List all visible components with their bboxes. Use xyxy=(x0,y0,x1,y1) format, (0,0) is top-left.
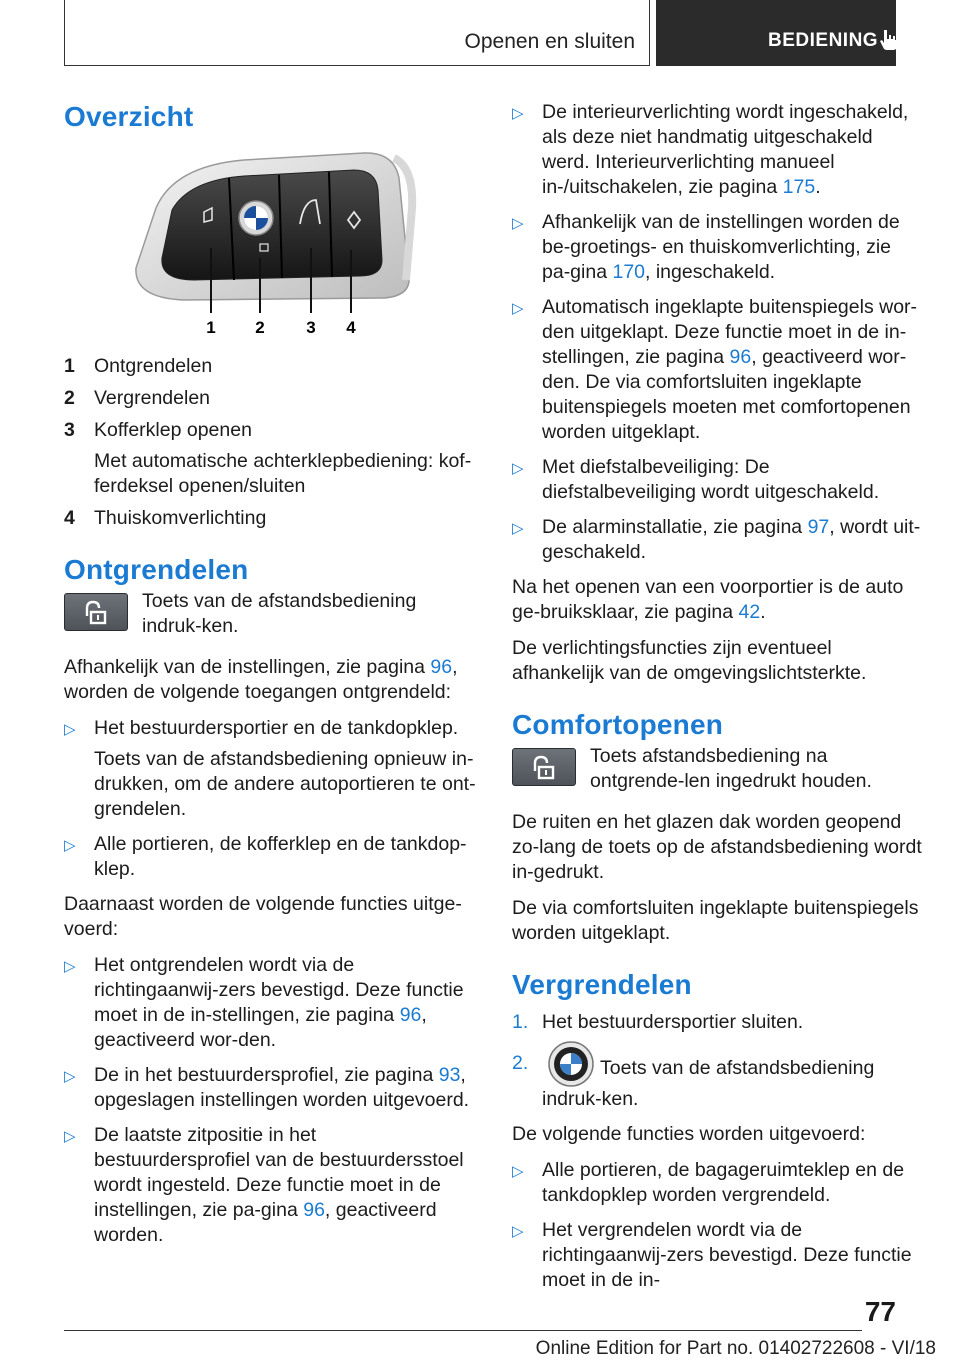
unlock-key-icon xyxy=(512,748,576,786)
list-item xyxy=(64,832,476,882)
page-link[interactable]: 170 xyxy=(612,261,646,283)
comfort-heading: Comfortopenen xyxy=(512,709,724,740)
list-item-text: , wordt uit-geschakeld. xyxy=(542,516,921,563)
list-item-text: , ingeschakeld. xyxy=(645,261,776,283)
list-item xyxy=(512,1158,924,1208)
lock-heading: Vergrendelen xyxy=(512,969,692,1000)
paragraph-text: . xyxy=(760,601,766,623)
right-paragraph-2: De verlichtingsfuncties zijn eventueel afhankelijk van de omgevingslichtsterkte. xyxy=(512,637,867,684)
paragraph-text: Afhankelijk van de instellingen, zie pagina xyxy=(64,656,431,678)
legend-number: 3 xyxy=(64,419,75,441)
list-item xyxy=(64,1123,476,1248)
list-item-text: Afhankelijk van de instellingen worden de be-groetings- en thuiskomverlichting, zie pa-gina xyxy=(542,211,900,283)
triangle-right-icon: ▷ xyxy=(64,958,76,975)
right-paragraph-1 xyxy=(512,575,924,625)
triangle-right-icon: ▷ xyxy=(512,1163,524,1180)
triangle-right-icon: ▷ xyxy=(64,1128,76,1145)
step-text: Toets van de afstandsbediening indruk-ken. xyxy=(542,1057,875,1110)
list-item-text: Met diefstalbeveiliging: De diefstalbeveiliging wordt uitgeschakeld. xyxy=(542,456,880,503)
hand-pointer-icon xyxy=(878,28,900,52)
triangle-right-icon: ▷ xyxy=(512,215,524,232)
footer-edition: Online Edition for Part no. 01402722608 - VI/18 xyxy=(535,1338,936,1359)
list-item xyxy=(512,1218,924,1293)
list-item xyxy=(64,716,476,822)
list-item-text: Alle portieren, de bagageruimteklep en de tankdopklep worden vergrendeld. xyxy=(542,1159,905,1206)
legend-text: Vergrendelen xyxy=(94,387,211,409)
step-item xyxy=(512,1010,924,1035)
key-fob-figure xyxy=(64,148,476,338)
paragraph-text: Na het openen van een voorportier is de auto ge-bruiksklaar, zie pagina xyxy=(512,576,904,623)
bmw-roundel-icon xyxy=(548,1041,594,1087)
list-item-text: . xyxy=(815,176,821,198)
legend-text: Thuiskomverlichting xyxy=(94,507,267,529)
list-item-text: Automatisch ingeklapte buitenspiegels wor-den uitgeklapt. Deze functie moet in de in-stellingen, zie pagina xyxy=(542,296,918,368)
list-item-text: Het bestuurdersportier en de tankdopklep. xyxy=(94,717,459,739)
comfort-key-text: Toets afstandsbediening na ontgrende-len ingedrukt houden. xyxy=(590,745,872,792)
unlock-key-row xyxy=(64,589,476,639)
triangle-right-icon: ▷ xyxy=(512,1223,524,1240)
overview-heading: Overzicht xyxy=(64,101,194,132)
step-number: 1. xyxy=(512,1011,529,1033)
legend-number: 1 xyxy=(64,355,75,377)
figure-callout-4: 4 xyxy=(346,318,356,337)
legend-number: 4 xyxy=(64,507,75,529)
triangle-right-icon: ▷ xyxy=(64,837,76,854)
page-link[interactable]: 175 xyxy=(782,176,816,198)
left-column xyxy=(64,100,476,1258)
page-link[interactable]: 93 xyxy=(438,1064,461,1086)
triangle-right-icon: ▷ xyxy=(512,105,524,122)
step-text: Het bestuurdersportier sluiten. xyxy=(542,1011,804,1033)
list-item xyxy=(512,515,924,565)
header-section-title: Openen en sluiten xyxy=(464,30,635,53)
page-link[interactable]: 96 xyxy=(303,1199,325,1221)
footer-divider xyxy=(64,1330,862,1331)
right-column xyxy=(512,100,924,1303)
list-item-text: De interieurverlichting wordt ingeschakeld, als deze niet handmatig uitgeschakeld werd. Interieurverlichting manueel in-/uitschakelen, zie pagina xyxy=(542,101,909,198)
page-link[interactable]: 96 xyxy=(399,1004,422,1026)
legend-subtext: Met automatische achterklepbediening: kof-ferdeksel openen/sluiten xyxy=(94,450,472,497)
list-item-text: , geactiveerd wor-den. xyxy=(94,1004,427,1051)
page-link[interactable]: 96 xyxy=(430,656,453,678)
triangle-right-icon: ▷ xyxy=(64,721,76,738)
page-number: 77 xyxy=(864,1296,896,1327)
list-item xyxy=(512,455,924,505)
comfort-paragraph-2: De via comfortsluiten ingeklapte buitenspiegels worden uitgeklapt. xyxy=(512,897,919,944)
list-item xyxy=(512,100,924,200)
list-item xyxy=(64,953,476,1053)
legend-text: Ontgrendelen xyxy=(94,355,213,377)
list-item-text: Alle portieren, de kofferklep en de tankdop-klep. xyxy=(94,833,467,880)
legend-item xyxy=(64,386,476,411)
list-item xyxy=(512,210,924,285)
step-number: 2. xyxy=(512,1052,529,1074)
list-item-text: , opgeslagen instellingen worden uitgevoerd. xyxy=(94,1064,470,1111)
figure-callout-1: 1 xyxy=(206,318,216,337)
page-link[interactable]: 42 xyxy=(738,601,761,623)
list-item xyxy=(512,295,924,445)
triangle-right-icon: ▷ xyxy=(64,1068,76,1085)
unlock-paragraph-1 xyxy=(64,655,476,705)
unlock-heading: Ontgrendelen xyxy=(64,554,249,585)
triangle-right-icon: ▷ xyxy=(512,520,524,537)
page-link[interactable]: 97 xyxy=(807,516,830,538)
figure-callout-3: 3 xyxy=(306,318,316,337)
paragraph-text: , worden de volgende toegangen ontgrendeld: xyxy=(64,656,458,703)
header-chapter-box xyxy=(656,0,896,66)
list-item xyxy=(64,1063,476,1113)
unlock-key-icon xyxy=(64,593,128,631)
legend-item xyxy=(64,418,476,499)
triangle-right-icon: ▷ xyxy=(512,460,524,477)
figure-callout-2: 2 xyxy=(255,318,265,337)
comfort-paragraph-1: De ruiten en het glazen dak worden geopend zo-lang de toets op de afstandsbediening wordt in-gedrukt. xyxy=(512,811,922,883)
step-item xyxy=(512,1051,924,1112)
legend-number: 2 xyxy=(64,387,75,409)
list-item-text: Het ontgrendelen wordt via de richtingaanwij-zers bevestigd. Deze functie moet in de in-stellingen, zie pagina xyxy=(94,954,464,1026)
header-section-box xyxy=(64,0,650,66)
header-chapter-label: BEDIENING xyxy=(768,30,879,51)
page-link[interactable]: 96 xyxy=(729,346,752,368)
legend-item xyxy=(64,506,476,531)
list-item-text: De alarminstallatie, zie pagina xyxy=(542,516,808,538)
unlock-paragraph-2: Daarnaast worden de volgende functies uitge-voerd: xyxy=(64,893,462,940)
comfort-key-row xyxy=(512,744,924,794)
legend-text: Kofferklep openen xyxy=(94,419,252,441)
unlock-key-text: Toets van de afstandsbediening indruk-ken. xyxy=(142,590,417,637)
figure-legend xyxy=(64,354,476,531)
list-item-text: Het vergrendelen wordt via de richtingaanwij-zers bevestigd. Deze functie moet in de in- xyxy=(542,1219,912,1291)
list-item-text: De in het bestuurdersprofiel, zie pagina xyxy=(94,1064,439,1086)
list-item-text: , geactiveerd worden. xyxy=(94,1199,437,1246)
lock-paragraph-1: De volgende functies worden uitgevoerd: xyxy=(512,1123,866,1145)
legend-item xyxy=(64,354,476,379)
list-item-text: , geactiveerd wor-den. De via comfortsluiten ingeklapte buitenspiegels moeten met comfortopenen worden uitgeklapt. xyxy=(542,346,911,443)
list-item-subtext: Toets van de afstandsbediening opnieuw in-drukken, om de andere autoportieren te ont-grendelen. xyxy=(94,748,476,820)
list-item-text: De laatste zitpositie in het bestuurdersprofiel van de bestuurdersstoel wordt ingesteld. Deze functie moet in de instellingen, zie pa-gina xyxy=(94,1124,464,1221)
key-fob-illustration xyxy=(64,148,476,338)
triangle-right-icon: ▷ xyxy=(512,300,524,317)
